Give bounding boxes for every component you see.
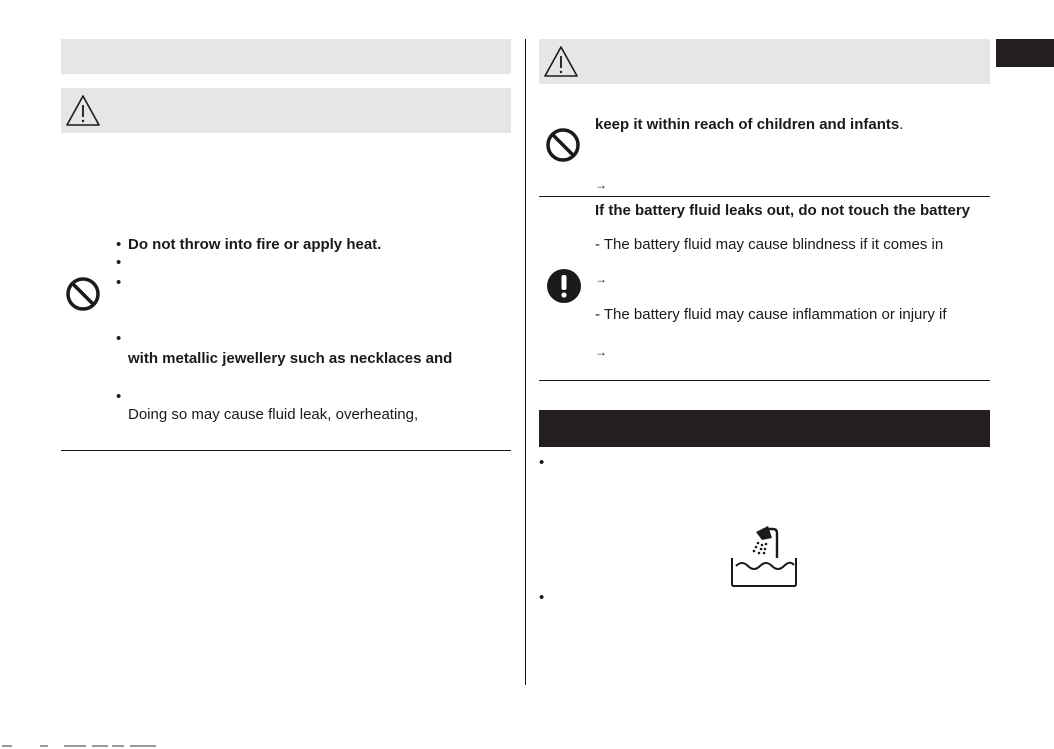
bullet: • <box>116 254 122 271</box>
bullet: • <box>116 236 122 253</box>
bullet: • <box>116 388 122 405</box>
right-divider-2 <box>539 380 990 381</box>
bullet: • <box>539 454 545 471</box>
warning-triangle-icon <box>543 45 579 79</box>
no-fire-text: Do not throw into fire or apply heat. <box>128 236 382 253</box>
bullet: • <box>116 274 122 291</box>
left-warning-bar <box>61 88 511 133</box>
warning-triangle-icon <box>65 94 101 128</box>
blindness-warning-text: - The battery fluid may cause blindness if it comes in <box>595 236 944 253</box>
prohibition-icon <box>65 276 101 312</box>
bullet: • <box>116 330 122 347</box>
keep-out-of-reach-period: . <box>899 116 904 133</box>
footer-mark <box>0 743 170 749</box>
arrow: → <box>595 345 607 359</box>
arrow: → <box>595 272 607 286</box>
section-header-bar <box>539 410 990 447</box>
right-warning-bar <box>539 39 990 84</box>
bullet: • <box>539 589 545 606</box>
prohibition-icon <box>545 127 581 163</box>
fluid-leak-text: Doing so may cause fluid leak, overheating, <box>128 406 419 423</box>
shower-bath-icon <box>728 524 800 588</box>
page-tab <box>996 39 1054 67</box>
inflammation-warning-text: - The battery fluid may cause inflammation or injury if <box>595 306 947 323</box>
battery-leak-heading: If the battery fluid leaks out, do not touch the battery <box>595 202 971 219</box>
right-divider-1 <box>539 196 990 197</box>
arrow: → <box>595 178 607 192</box>
left-section-divider <box>61 450 511 451</box>
keep-out-of-reach-bold: keep it within reach of children and infants <box>595 116 900 133</box>
column-divider <box>525 39 526 685</box>
keep-out-of-reach-text <box>595 116 903 134</box>
mandatory-action-icon <box>546 268 582 304</box>
left-header-bar <box>61 39 511 74</box>
metallic-jewellery-text: with metallic jewellery such as necklaces and <box>128 350 453 367</box>
